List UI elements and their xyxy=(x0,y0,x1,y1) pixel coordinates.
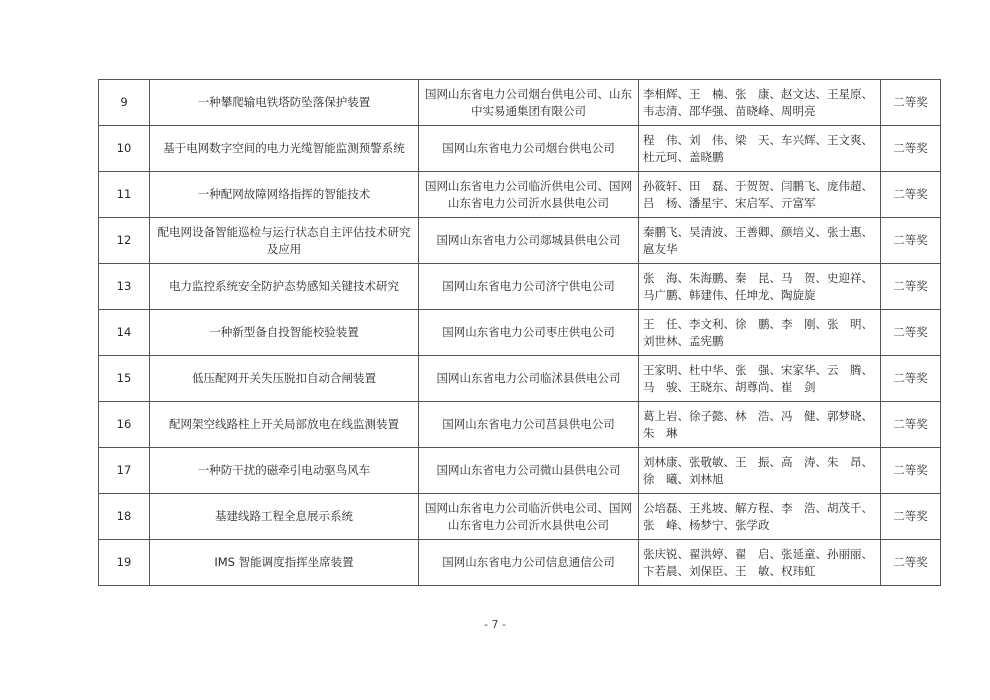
award-level-cell: 二等奖 xyxy=(881,310,941,356)
project-title-cell: 电力监控系统安全防护态势感知关键技术研究 xyxy=(150,264,419,310)
table-row xyxy=(99,80,941,126)
contributors-cell: 刘林康、张敬敏、王 振、高 涛、朱 昂、徐 曦、刘林旭 xyxy=(639,448,881,494)
project-title-cell: 一种攀爬输电铁塔防坠落保护装置 xyxy=(150,80,419,126)
award-level-cell: 二等奖 xyxy=(881,448,941,494)
organization-cell: 国网山东省电力公司临沂供电公司、国网山东省电力公司沂水县供电公司 xyxy=(419,494,639,540)
project-title-cell: 一种配网故障网络指挥的智能技术 xyxy=(150,172,419,218)
row-number-cell: 12 xyxy=(99,218,150,264)
organization-cell: 国网山东省电力公司济宁供电公司 xyxy=(419,264,639,310)
award-level-cell: 二等奖 xyxy=(881,80,941,126)
award-level-cell: 二等奖 xyxy=(881,494,941,540)
organization-cell: 国网山东省电力公司微山县供电公司 xyxy=(419,448,639,494)
row-number-cell: 19 xyxy=(99,540,150,586)
organization-cell: 国网山东省电力公司烟台供电公司 xyxy=(419,126,639,172)
row-number-cell: 9 xyxy=(99,80,150,126)
contributors-cell: 葛上岩、徐子懿、林 浩、冯 健、郭梦晓、朱 琳 xyxy=(639,402,881,448)
awards-table-body xyxy=(99,80,941,586)
contributors-cell: 张 海、朱海鹏、秦 昆、马 贺、史迎祥、马广鹏、韩建伟、任坤龙、陶旋旋 xyxy=(639,264,881,310)
project-title-cell: 配电网设备智能巡检与运行状态自主评估技术研究及应用 xyxy=(150,218,419,264)
table-row xyxy=(99,448,941,494)
row-number-cell: 17 xyxy=(99,448,150,494)
page-number: - 7 - xyxy=(484,618,506,631)
contributors-cell: 王家明、杜中华、张 强、宋家华、云 腾、马 骏、王晓东、胡尊尚、崔 剑 xyxy=(639,356,881,402)
row-number-cell: 11 xyxy=(99,172,150,218)
project-title-cell: IMS 智能调度指挥坐席装置 xyxy=(150,540,419,586)
award-level-cell: 二等奖 xyxy=(881,126,941,172)
award-level-cell: 二等奖 xyxy=(881,540,941,586)
project-title-cell: 一种新型备自投智能校验装置 xyxy=(150,310,419,356)
project-title-cell: 基于电网数字空间的电力光缆智能监测预警系统 xyxy=(150,126,419,172)
contributors-cell: 公培磊、王兆坡、解方程、李 浩、胡茂千、张 峰、杨梦宁、张学政 xyxy=(639,494,881,540)
award-level-cell: 二等奖 xyxy=(881,218,941,264)
table-row xyxy=(99,494,941,540)
awards-table xyxy=(98,79,941,586)
table-row xyxy=(99,126,941,172)
contributors-cell: 孙筱轩、田 磊、于贺贺、闫鹏飞、庞伟超、吕 杨、潘星宇、宋启军、亓富军 xyxy=(639,172,881,218)
table-row xyxy=(99,402,941,448)
project-title-cell: 低压配网开关失压脱扣自动合闸装置 xyxy=(150,356,419,402)
table-row xyxy=(99,356,941,402)
organization-cell: 国网山东省电力公司枣庄供电公司 xyxy=(419,310,639,356)
contributors-cell: 秦鹏飞、吴清波、王善卿、颜培义、张士惠、扈友华 xyxy=(639,218,881,264)
table-row xyxy=(99,540,941,586)
organization-cell: 国网山东省电力公司信息通信公司 xyxy=(419,540,639,586)
table-row xyxy=(99,264,941,310)
organization-cell: 国网山东省电力公司莒县供电公司 xyxy=(419,402,639,448)
contributors-cell: 王 任、李文利、徐 鹏、李 刚、张 明、刘世林、孟宪鹏 xyxy=(639,310,881,356)
award-level-cell: 二等奖 xyxy=(881,264,941,310)
row-number-cell: 15 xyxy=(99,356,150,402)
table-row xyxy=(99,310,941,356)
award-level-cell: 二等奖 xyxy=(881,356,941,402)
project-title-cell: 基建线路工程全息展示系统 xyxy=(150,494,419,540)
row-number-cell: 18 xyxy=(99,494,150,540)
organization-cell: 国网山东省电力公司烟台供电公司、山东中实易通集团有限公司 xyxy=(419,80,639,126)
project-title-cell: 一种防干扰的磁牵引电动驱鸟风车 xyxy=(150,448,419,494)
award-level-cell: 二等奖 xyxy=(881,172,941,218)
organization-cell: 国网山东省电力公司临沂供电公司、国网山东省电力公司沂水县供电公司 xyxy=(419,172,639,218)
award-level-cell: 二等奖 xyxy=(881,402,941,448)
project-title-cell: 配网架空线路柱上开关局部放电在线监测装置 xyxy=(150,402,419,448)
organization-cell: 国网山东省电力公司临沭县供电公司 xyxy=(419,356,639,402)
contributors-cell: 李相辉、王 楠、张 康、赵文达、王星原、韦志清、邵华强、苗晓峰、周明亮 xyxy=(639,80,881,126)
table-row xyxy=(99,172,941,218)
row-number-cell: 13 xyxy=(99,264,150,310)
row-number-cell: 10 xyxy=(99,126,150,172)
row-number-cell: 14 xyxy=(99,310,150,356)
organization-cell: 国网山东省电力公司郯城县供电公司 xyxy=(419,218,639,264)
row-number-cell: 16 xyxy=(99,402,150,448)
contributors-cell: 张庆锐、翟洪婷、翟 启、张延童、孙丽丽、卞若晨、刘保臣、王 敏、权玮虹 xyxy=(639,540,881,586)
table-row xyxy=(99,218,941,264)
contributors-cell: 程 伟、刘 伟、梁 天、车兴辉、王文爽、杜元珂、盖晓鹏 xyxy=(639,126,881,172)
